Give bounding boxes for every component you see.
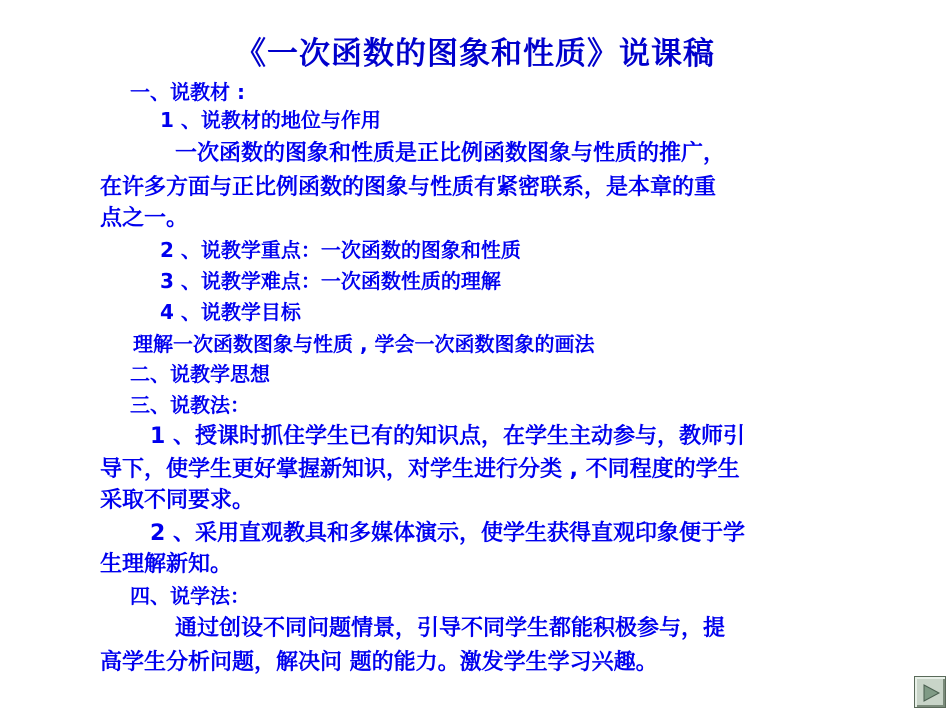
subheading-goals: 4 、说教学目标 <box>160 300 301 324</box>
paragraph-line: 生理解新知。 <box>100 552 233 577</box>
next-slide-button[interactable] <box>914 676 946 708</box>
subheading-key-points: 2 、说教学重点：一次函数的图象和性质 <box>160 238 521 262</box>
section-heading-teaching-method: 三、说教法： <box>130 393 250 417</box>
section-heading-textbook: 一、说教材 : <box>130 80 245 104</box>
paragraph-line: 在许多方面与正比例函数的图象与性质有紧密联系，是本章的重 <box>100 175 717 200</box>
paragraph-line: 一次函数的图象和性质是正比例函数图象与性质的推广， <box>175 141 726 166</box>
goals-text: 理解一次函数图象与性质 , 学会一次函数图象的画法 <box>133 332 595 356</box>
paragraph-line: 通过创设不同问题情景，引导不同学生都能积极参与，提 <box>175 616 726 641</box>
section-heading-learning-method: 四、说学法： <box>130 584 250 608</box>
section-heading-teaching-idea: 二、说教学思想 <box>130 362 270 386</box>
subheading-difficulties: 3 、说教学难点：一次函数性质的理解 <box>160 269 501 293</box>
paragraph-line: 导下，使学生更好掌握新知识，对学生进行分类 , 不同程度的学生 <box>100 457 740 482</box>
paragraph-line: 高学生分析问题，解决问 题的能力。激发学生学习兴趣。 <box>100 650 658 675</box>
page-title: 《一次函数的图象和性质》说课稿 <box>235 36 715 72</box>
next-slide-icon <box>921 683 941 703</box>
paragraph-line: 采取不同要求。 <box>100 488 255 513</box>
subheading-position-role: 1 、说教材的地位与作用 <box>160 108 381 132</box>
paragraph-line: 1 、授课时抓住学生已有的知识点，在学生主动参与，教师引 <box>150 424 745 449</box>
paragraph-line: 点之一。 <box>100 206 189 231</box>
paragraph-line: 2 、采用直观教具和多媒体演示，使学生获得直观印象便于学 <box>150 521 745 546</box>
